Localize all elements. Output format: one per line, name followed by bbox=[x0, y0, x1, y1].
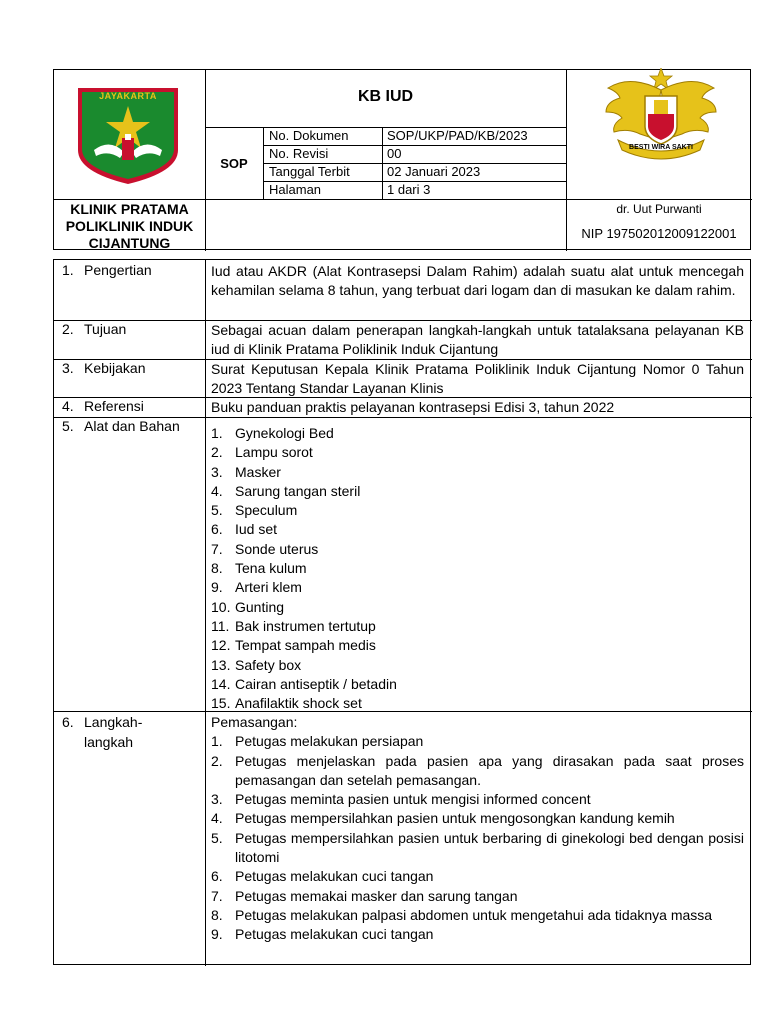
info-value: 00 bbox=[387, 146, 402, 161]
signer-name: dr. Uut Purwanti bbox=[616, 202, 702, 216]
list-item: 9. Arteri klem bbox=[211, 579, 302, 596]
list-item: 5. Speculum bbox=[211, 502, 298, 519]
list-item: 2. Lampu sorot bbox=[211, 444, 313, 461]
list-item: 9. Petugas melakukan cuci tangan bbox=[211, 926, 434, 943]
info-label: No. Revisi bbox=[269, 146, 329, 161]
section-text-referensi: Buku panduan praktis pelayanan kontrasepsi Edisi 3, tahun 2022 bbox=[211, 399, 615, 415]
sop-label: SOP bbox=[220, 156, 248, 171]
section-text-pengertian: Iud atau AKDR (Alat Kontrasepsi Dalam Rahim) adalah suatu alat untuk mencegah kehamilan selama 8 tahun, yang terbuat dari logam dan di masukan ke dalam rahim. bbox=[211, 263, 744, 299]
section-label-tujuan: 2. Tujuan bbox=[62, 321, 127, 337]
list-item: 14. Cairan antiseptik / betadin bbox=[211, 675, 397, 692]
list-item: 6. Petugas melakukan cuci tangan bbox=[211, 868, 434, 885]
equipment-list-container bbox=[211, 424, 744, 713]
list-item: 11. Bak instrumen tertutup bbox=[211, 617, 376, 634]
left-logo-text: JAYAKARTA bbox=[99, 91, 157, 101]
list-item: 3. Petugas meminta pasien untuk mengisi informed concent bbox=[211, 791, 591, 808]
equipment-list bbox=[211, 424, 744, 713]
right-logo-text: BESTI WIRA SAKTI bbox=[629, 144, 693, 151]
signer-nip: NIP 197502012009122001 bbox=[581, 226, 737, 241]
info-label: Tanggal Terbit bbox=[269, 164, 350, 179]
kodam-emblem-logo bbox=[600, 68, 722, 162]
sop-header-table bbox=[53, 69, 751, 250]
info-label: No. Dokumen bbox=[269, 128, 349, 143]
section-text-kebijakan: Surat Keputusan Kepala Klinik Pratama Poliklinik Induk Cijantung Nomor 0 Tahun 2023 Tentang Standar Layanan Klinis bbox=[211, 361, 744, 397]
list-item: 4. Petugas mempersilahkan pasien untuk mengosongkan kandung kemih bbox=[211, 810, 675, 827]
list-item: 1. Gynekologi Bed bbox=[211, 425, 334, 441]
list-item: 2. Petugas menjelaskan pada pasien apa yang dirasakan pada saat proses pemasangan dan setelah pemasangan. bbox=[211, 752, 744, 788]
list-item: 5. Petugas mempersilahkan pasien untuk berbaring di ginekologi bed dengan posisi litotomi bbox=[211, 829, 744, 866]
section-label-langkah: 6. Langkah-langkah bbox=[62, 714, 143, 750]
steps-subheading: Pemasangan: bbox=[211, 714, 298, 730]
list-item: 6. Iud set bbox=[211, 521, 278, 538]
list-item: 4. Sarung tangan steril bbox=[211, 482, 361, 499]
list-item: 13. Safety box bbox=[211, 656, 302, 673]
document-title: KB IUD bbox=[357, 88, 414, 105]
sop-content-table bbox=[53, 259, 751, 965]
list-item: 7. Sonde uterus bbox=[211, 540, 319, 557]
steps-container bbox=[211, 713, 744, 945]
list-item: 8. Tena kulum bbox=[211, 560, 307, 577]
section-label-referensi: 4. Referensi bbox=[62, 398, 144, 414]
clinic-name: KLINIK PRATAMA POLIKLINIK INDUK CIJANTUNG bbox=[65, 201, 194, 251]
section-label-pengertian: 1. Pengertian bbox=[62, 262, 152, 278]
list-item: 8. Petugas melakukan palpasi abdomen untuk mengetahui ada tidaknya massa bbox=[211, 906, 713, 923]
list-item: 1. Petugas melakukan persiapan bbox=[211, 733, 424, 750]
list-item: 3. Masker bbox=[211, 463, 281, 480]
list-item: 7. Petugas memakai masker dan sarung tangan bbox=[211, 887, 518, 904]
info-value: 1 dari 3 bbox=[387, 182, 431, 197]
table-bottom-border bbox=[53, 964, 751, 965]
section-label-kebijakan: 3. Kebijakan bbox=[62, 360, 146, 376]
info-value: 02 Januari 2023 bbox=[387, 164, 481, 179]
list-item: 15. Anafilaktik shock set bbox=[211, 695, 362, 712]
section-label-alat: 5. Alat dan Bahan bbox=[62, 418, 180, 434]
info-label: Halaman bbox=[269, 182, 322, 197]
jayakarta-logo bbox=[74, 84, 182, 186]
list-item: 10. Gunting bbox=[211, 598, 285, 615]
steps-list bbox=[211, 732, 744, 944]
list-item: 12. Tempat sampah medis bbox=[211, 637, 376, 654]
info-value: SOP/UKP/PAD/KB/2023 bbox=[387, 128, 528, 143]
section-text-tujuan: Sebagai acuan dalam penerapan langkah-langkah untuk tatalaksana pelayanan KB iud di Klinik Pratama Poliklinik Induk Cijantung bbox=[211, 322, 744, 358]
